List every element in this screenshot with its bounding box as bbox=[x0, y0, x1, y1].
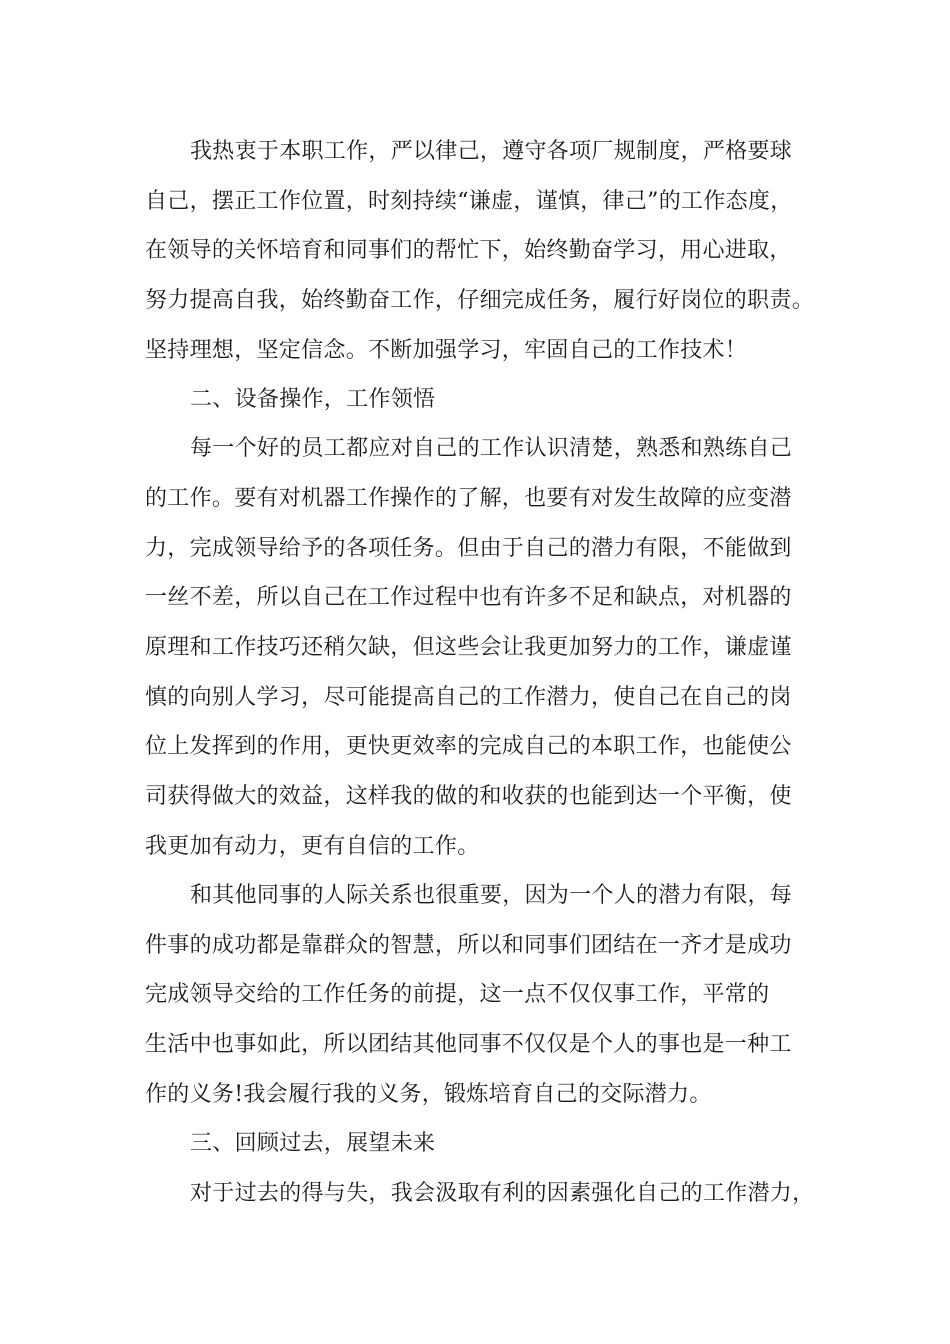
section-heading-2: 二、设备操作，工作领悟 bbox=[190, 387, 436, 412]
paragraph-2-line-7: 位上发挥到的作用，更快更效率的完成自己的本职工作，也能使公 bbox=[145, 734, 792, 759]
paragraph-3-line-1: 和其他同事的人际关系也很重要，因为一个人的潜力有限，每 bbox=[190, 883, 793, 908]
paragraph-2-line-6: 慎的向别人学习，尽可能提高自己的工作潜力，使自己在自己的岗 bbox=[145, 685, 792, 710]
paragraph-1-line-4: 努力提高自我，始终勤奋工作，仔细完成任务，履行好岗位的职责。 bbox=[145, 288, 815, 313]
paragraph-2-line-5: 原理和工作技巧还稍欠缺，但这些会让我更加努力的工作，谦虚谨 bbox=[145, 635, 792, 660]
paragraph-4-line-1: 对于过去的得与失，我会汲取有利的因素强化自己的工作潜力， bbox=[190, 1181, 815, 1206]
paragraph-1-line-3: 在领导的关怀培育和同事们的帮忙下，始终勤奋学习，用心进取， bbox=[145, 238, 792, 263]
paragraph-3-line-5: 作的义务!我会履行我的义务，锻炼培育自己的交际潜力。 bbox=[145, 1082, 712, 1107]
paragraph-2-line-4: 一丝不差，所以自己在工作过程中也有许多不足和缺点，对机器的 bbox=[145, 585, 792, 610]
paragraph-1-line-5: 坚持理想，坚定信念。不断加强学习，牢固自己的工作技术！ bbox=[145, 338, 748, 363]
paragraph-3-line-4: 生活中也事如此，所以团结其他同事不仅仅是个人的事也是一种工 bbox=[145, 1032, 792, 1057]
section-heading-3: 三、回顾过去，展望未来 bbox=[190, 1131, 436, 1156]
paragraph-2-line-2: 的工作。要有对机器工作操作的了解，也要有对发生故障的应变潜 bbox=[145, 486, 792, 511]
paragraph-2-line-1: 每一个好的员工都应对自己的工作认识清楚，熟悉和熟练自己 bbox=[190, 436, 793, 461]
paragraph-2-line-8: 司获得做大的效益，这样我的做的和收获的也能到达一个平衡，使 bbox=[145, 784, 792, 809]
paragraph-1-line-2: 自己，摆正工作位置，时刻持续“谦虚，谨慎，律己”的工作态度， bbox=[145, 189, 793, 214]
paragraph-3-line-3: 完成领导交给的工作任务的前提，这一点不仅仅事工作，平常的 bbox=[145, 982, 770, 1007]
paragraph-1-line-1: 我热衷于本职工作，严以律己，遵守各项厂规制度，严格要球 bbox=[190, 139, 793, 164]
paragraph-2-line-3: 力，完成领导给予的各项任务。但由于自己的潜力有限，不能做到 bbox=[145, 536, 792, 561]
paragraph-2-line-9: 我更加有动力，更有自信的工作。 bbox=[145, 834, 480, 859]
paragraph-3-line-2: 件事的成功都是靠群众的智慧，所以和同事们团结在一齐才是成功 bbox=[145, 933, 792, 958]
